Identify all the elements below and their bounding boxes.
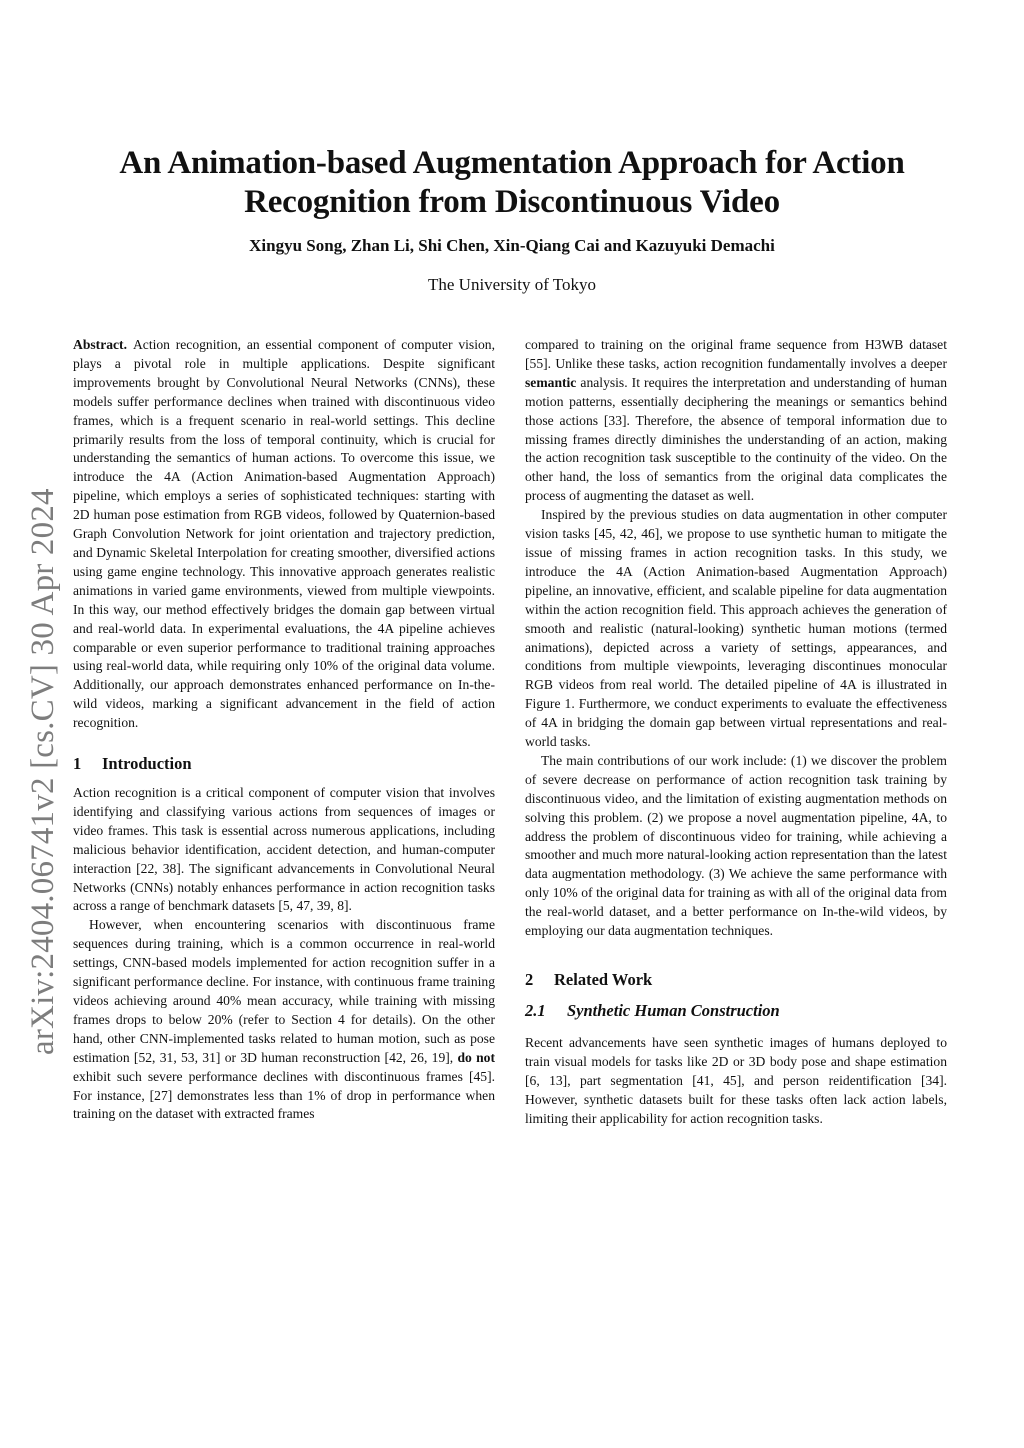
subsection-number: 2.1 <box>525 1001 546 1020</box>
section-heading-introduction <box>73 753 495 775</box>
paper-title: An Animation-based Augmentation Approach for Action Recognition from Discontinuous Video <box>119 145 905 220</box>
subsection-title: Synthetic Human Construction <box>567 1001 780 1020</box>
subsection-heading-synthetic-human <box>525 1000 947 1022</box>
intro-paragraph-2-continued <box>525 336 947 506</box>
arxiv-side-stamp: arXiv:2404.06741v2 [cs.CV] 30 Apr 2024 <box>25 488 61 1055</box>
affiliation: The University of Tokyo <box>428 275 596 294</box>
intro-paragraph-contributions: The main contributions of our work include: (1) we discover the problem of severe decrease on performance of action recognition task training by discontinuous video, and the limitation of existing augmentation methods on solving this problem. (2) we propose a novel augmentation pipeline, 4A, to address the problem of discontinuous video for training, while achieving a smoother and much more natural-looking action representation than the latest data augmentation methodology. (3) We achieve the same performance with only 10% of the original data for training as with all of the original data from the real-world dataset, and a better performance on In-the-wild videos, by employing our data augmentation techniques. <box>525 752 947 939</box>
abstract-label: Abstract. <box>73 337 127 352</box>
related-work-paragraph-1: Recent advancements have seen synthetic images of humans deployed to train visual models for tasks like 2D or 3D body pose and shape estimation [6, 13], part segmentation [41, 45], and person reidentification [34]. However, synthetic datasets built for these tasks often lack action labels, limiting their applicability for action recognition tasks. <box>525 1035 947 1126</box>
intro-paragraph-2 <box>73 916 495 1124</box>
section-heading-related-work <box>525 969 947 991</box>
section-title: Introduction <box>102 754 192 774</box>
intro-paragraph-2-text-end: exhibit such severe performance declines with discontinuous frames [45]. For instance, [27] demonstrates less than 1% of drop in performance when training on the dataset with extracted frames <box>73 1068 495 1122</box>
left-column <box>73 336 495 1124</box>
intro-continued-text-end: analysis. It requires the interpretation and understanding of human motion patterns, essentially deciphering the meanings or semantics behind those actions [33]. Therefore, the absence of temporal information due to missing frames directly diminishes the understanding of an action, making the action recognition task susceptible to the continuity of the video. On the other hand, the loss of semantics from the original data complicates the process of augmenting the dataset as well. <box>525 374 948 504</box>
intro-continued-text: compared to training on the original frame sequence from H3WB dataset [55]. Unlike these tasks, action recognition fundamentally involves a deeper <box>525 337 947 371</box>
intro-paragraph-2-text: However, when encountering scenarios with discontinuous frame sequences during training, which is a common occurrence in real-world settings, CNN-based models implemented for action recognition suffer in a significant performance decline. For instance, with continuous frame training videos achieving around 40% mean accuracy, while training with missing frames drops to below 20% (refer to Section 4 for details). On the other hand, other CNN-implemented tasks related to human motion, such as pose estimation [52, 31, 53, 31] or 3D human reconstruction [42, 26, 19], <box>73 917 495 1065</box>
intro-emphasis-semantic: semantic <box>525 374 577 390</box>
right-column <box>525 336 947 1129</box>
section-number: 1 <box>73 754 82 774</box>
section-title: Related Work <box>554 970 653 989</box>
section-number: 2 <box>525 970 534 989</box>
abstract <box>73 336 495 733</box>
abstract-text: Action recognition, an essential component of computer vision, plays a pivotal role in multiple applications. Despite significant improvements brought by Convolutional Neural Networks (CNNs), these models suffer performance declines when trained with discontinuous video frames, which is a frequent scenario in real-world settings. This decline primarily results from the loss of temporal continuity, which is crucial for understanding the semantics of human actions. To overcome this issue, we introduce the 4A (Action Animation-based Augmentation Approach) pipeline, which employs a series of sophisticated techniques: starting with 2D human pose estimation from RGB videos, followed by Quaternion-based Graph Convolution Network for joint orientation and trajectory prediction, and Dynamic Skeletal Interpolation for creating smoother, diversified actions using game engine technology. This innovative approach generates realistic animations in varied game environments, viewed from multiple viewpoints. In this way, our method effectively bridges the domain gap between virtual and real-world data. In experimental evaluations, the 4A pipeline achieves comparable or even superior performance to traditional training approaches using real-world data, while requiring only 10% of the original data volume. Additionally, our approach demonstrates enhanced performance on In-the-wild videos, marking a significant advancement in the field of action recognition. <box>73 337 495 731</box>
intro-emphasis-do-not: do not <box>457 1049 495 1065</box>
author-list: Xingyu Song, Zhan Li, Shi Chen, Xin-Qiang Cai and Kazuyuki Demachi <box>249 236 775 255</box>
intro-paragraph-1: Action recognition is a critical component of computer vision that involves identifying and classifying various actions from sequences of images or video frames. This task is essential across numerous applications, including malicious behavior identification, accident detection, and human-computer interaction [22, 38]. The significant advancements in Convolutional Neural Networks (CNNs) notably enhances performance in action recognition tasks across a range of benchmark datasets [5, 47, 39, 8]. <box>73 785 495 914</box>
intro-paragraph-3: Inspired by the previous studies on data augmentation in other computer vision tasks [45, 42, 46], we propose to use synthetic human to mitigate the issue of missing frames in action recognition tasks. In this study, we introduce the 4A (Action Animation-based Augmentation Approach) pipeline, an innovative, efficient, and scalable pipeline for data augmentation within the action recognition field. This approach achieves the generation of smooth and realistic (natural-looking) synthetic human motions (termed animations), depicted across a variety of settings, appearances, and conditions from multiple viewpoints, leveraging discontinues monocular RGB videos from real world. The detailed pipeline of 4A is illustrated in Figure 1. Furthermore, we conduct experiments to evaluate the effectiveness of 4A in bridging the domain gap between virtual representations and real-world tasks. <box>525 507 947 750</box>
